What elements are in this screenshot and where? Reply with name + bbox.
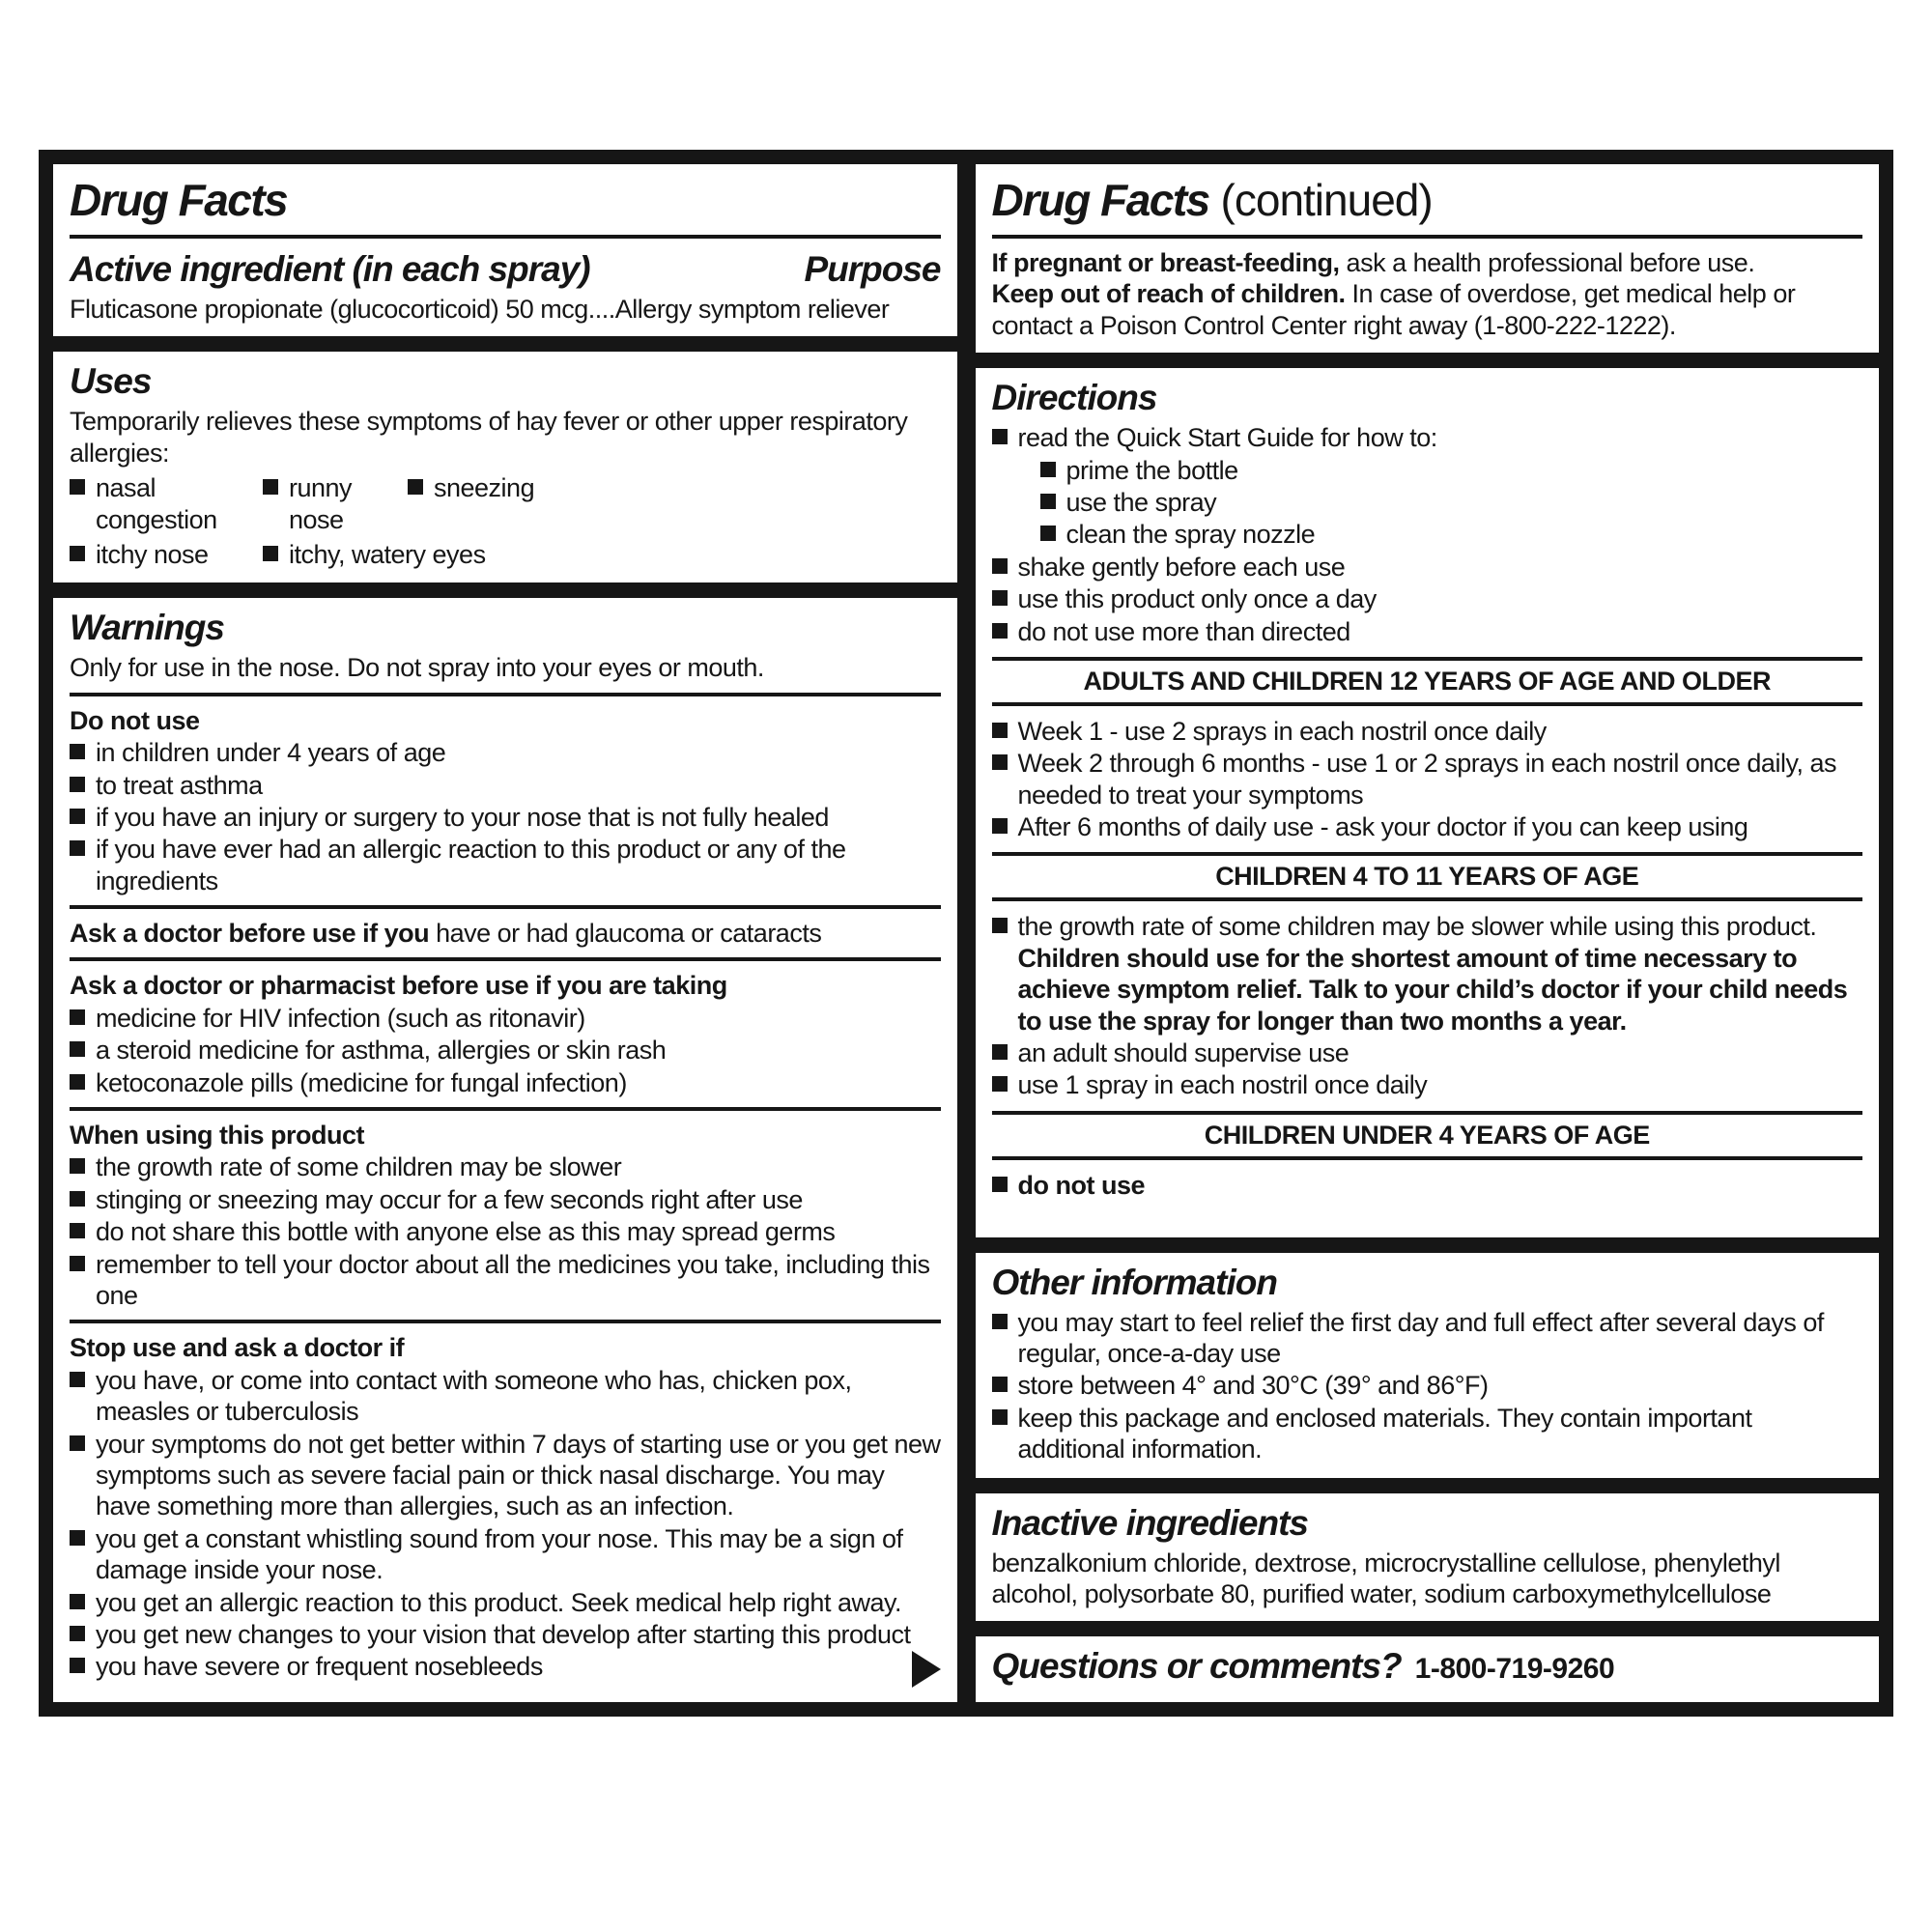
uses-symptom-grid: [70, 471, 941, 571]
uses-heading: Uses: [70, 361, 152, 402]
other-info-text: store between 4° and 30°C (39° and 86°F): [1017, 1371, 1489, 1401]
left-column: [53, 164, 957, 1702]
warning-item: [70, 737, 941, 768]
active-ingredient-line: Fluticasone propionate (glucocorticoid) 50 mcg....Allergy symptom reliever: [70, 295, 890, 324]
warning-text: you have, or come into contact with someone who has, chicken pox, measles or tuberculosis: [96, 1365, 852, 1427]
uses-intro: Temporarily relieves these symptoms of hay fever or other upper respiratory allergies:: [70, 407, 908, 468]
dosage-text-bold: Children should use for the shortest amount of time necessary to achieve symptom relief. Talk to your child’s doctor if your child needs to use the spray for longer than two months a year.: [1017, 943, 1848, 1036]
dosage-text: Week 1 - use 2 sprays in each nostril once daily: [1017, 716, 1547, 746]
keep-out-line: [992, 278, 1863, 341]
ask-doctor-line: [70, 918, 941, 949]
bullet-square-icon: [263, 479, 278, 495]
divider: [70, 957, 941, 961]
keep-out-bold: Keep out of reach of children.: [991, 279, 1346, 309]
warnings-heading: Warnings: [70, 608, 224, 648]
warning-item: [70, 770, 941, 801]
keep-out-rest: In case of overdose, get medical help or contact a Poison Control Center right away (1-800-222-1222).: [991, 279, 1796, 340]
divider: [70, 1107, 941, 1111]
dosage-text: Week 2 through 6 months - use 1 or 2 sprays in each nostril once daily, as needed to treat your symptoms: [1017, 749, 1836, 810]
bullet-square-icon: [1040, 526, 1056, 541]
questions-heading: Questions or comments?: [991, 1646, 1402, 1687]
bullet-square-icon: [992, 590, 1008, 606]
bullet-square-icon: [1040, 494, 1056, 509]
dosage-item: [992, 716, 1863, 747]
continued-title-suffix: (continued): [1208, 175, 1433, 225]
symptom-text: itchy, watery eyes: [289, 539, 486, 569]
symptom-item: [70, 539, 263, 570]
drug-facts-label: [39, 150, 1893, 1717]
other-info-item: [992, 1403, 1863, 1465]
dosage-item: [992, 1037, 1863, 1068]
bullet-square-icon: [70, 744, 85, 759]
warning-text: if you have ever had an allergic reaction to this product or any of the ingredients: [96, 835, 846, 895]
warning-text: you get a constant whistling sound from your nose. This may be a sign of damage inside your nose.: [96, 1523, 903, 1585]
pregnant-line: [992, 247, 1863, 278]
divider: [992, 235, 1863, 239]
direction-text: read the Quick Start Guide for how to:: [1017, 423, 1437, 453]
direction-text: shake gently before each use: [1017, 552, 1346, 582]
section-other-information: [976, 1253, 1880, 1478]
direction-text: use the spray: [1065, 487, 1217, 517]
symptom-item: [70, 472, 263, 535]
dosage-item: [992, 748, 1863, 810]
warning-item: [70, 1249, 941, 1312]
questions-row: [992, 1644, 1863, 1690]
bullet-square-icon: [1040, 462, 1056, 477]
dosage-text: [1018, 911, 1863, 1037]
bullet-square-icon: [70, 1223, 85, 1238]
symptom-text: itchy nose: [96, 539, 209, 569]
continued-title: [992, 174, 1863, 226]
section-continued: [976, 164, 1880, 353]
dosage-text: After 6 months of daily use - ask your doctor if you can keep using: [1017, 812, 1748, 842]
bullet-square-icon: [70, 1372, 85, 1387]
warning-item: [70, 1429, 941, 1522]
dosage-item: [992, 911, 1863, 1037]
direction-item: [992, 616, 1863, 647]
warning-item: [70, 802, 941, 833]
section-directions: [976, 368, 1880, 1236]
warning-item: [70, 1151, 941, 1182]
section-active-ingredient: [53, 164, 957, 336]
directions-heading: Directions: [991, 378, 1157, 418]
bullet-square-icon: [70, 809, 85, 824]
bullet-square-icon: [70, 1191, 85, 1207]
when-using-label: When using this product: [70, 1121, 364, 1151]
direction-text: prime the bottle: [1065, 455, 1238, 485]
direction-subitem: [1040, 455, 1863, 486]
active-ingredient-header-row: [70, 247, 941, 294]
direction-item: [992, 552, 1863, 582]
continued-arrow-icon: [912, 1651, 941, 1688]
bullet-square-icon: [992, 918, 1008, 933]
bullet-square-icon: [992, 558, 1008, 574]
warning-text: the growth rate of some children may be slower: [96, 1152, 622, 1182]
bullet-square-icon: [70, 777, 85, 792]
warning-text: stinging or sneezing may occur for a few seconds right after use: [96, 1184, 803, 1214]
active-ingredient-heading: Active ingredient (in each spray): [70, 249, 590, 289]
warning-text: you get new changes to your vision that develop after starting this product: [96, 1619, 911, 1649]
dosage-text: use 1 spray in each nostril once daily: [1017, 1070, 1428, 1100]
warning-item: [70, 1067, 941, 1098]
bullet-square-icon: [70, 1256, 85, 1271]
bullet-square-icon: [992, 623, 1008, 639]
bullet-square-icon: [992, 818, 1008, 834]
other-info-text: you may start to feel relief the first day and full effect after several days of regular, once-a-day use: [1017, 1307, 1824, 1368]
bullet-square-icon: [70, 1530, 85, 1546]
warning-item-last: [70, 1651, 941, 1690]
dosage-text: an adult should supervise use: [1017, 1038, 1350, 1068]
warning-text: medicine for HIV infection (such as ritonavir): [96, 1003, 585, 1033]
bullet-square-icon: [992, 429, 1008, 444]
warning-item: [70, 1587, 941, 1618]
bullet-square-icon: [70, 1594, 85, 1609]
bullet-square-icon: [70, 1074, 85, 1090]
stop-use-label: Stop use and ask a doctor if: [70, 1333, 405, 1363]
warning-text: you get an allergic reaction to this product. Seek medical help right away.: [96, 1587, 901, 1617]
age-group-header-adults: ADULTS AND CHILDREN 12 YEARS OF AGE AND OLDER: [992, 657, 1863, 706]
ask-pharmacist-label: Ask a doctor or pharmacist before use if you are taking: [70, 971, 727, 1001]
bullet-square-icon: [992, 1409, 1008, 1425]
warning-text: your symptoms do not get better within 7 days of starting use or you get new symptoms such as severe facial pain or thick nasal discharge. You may have something more than allergies, such as an infection.: [96, 1429, 941, 1521]
bullet-square-icon: [70, 479, 85, 495]
direction-text: do not use more than directed: [1017, 616, 1350, 646]
age-group-header-under4: CHILDREN UNDER 4 YEARS OF AGE: [992, 1111, 1863, 1160]
dosage-text: do not use: [1017, 1170, 1145, 1200]
warning-text: you have severe or frequent nosebleeds: [96, 1652, 543, 1682]
section-warnings: [53, 598, 957, 1702]
symptom-item: [263, 472, 408, 535]
other-info-item: [992, 1307, 1863, 1370]
other-info-text: keep this package and enclosed materials. They contain important additional information.: [1017, 1403, 1752, 1464]
divider: [70, 235, 941, 239]
divider: [70, 693, 941, 696]
purpose-heading: Purpose: [804, 249, 941, 289]
bullet-square-icon: [70, 1435, 85, 1451]
warning-text: a steroid medicine for asthma, allergies or skin rash: [96, 1036, 667, 1065]
continued-title-main: Drug Facts: [991, 175, 1209, 225]
section-inactive-ingredients: [976, 1493, 1880, 1622]
direction-item: [992, 583, 1863, 614]
direction-subitem: [1040, 487, 1863, 518]
warning-item: [70, 1216, 941, 1247]
section-questions: [976, 1636, 1880, 1702]
ask-doctor-bold: Ask a doctor before use if you: [70, 919, 430, 949]
dosage-item: [992, 1069, 1863, 1100]
section-uses: [53, 352, 957, 582]
bullet-square-icon: [408, 479, 423, 495]
page-title: Drug Facts: [70, 175, 288, 225]
warning-text: do not share this bottle with anyone else as this may spread germs: [96, 1217, 836, 1247]
ask-doctor-rest: have or had glaucoma or cataracts: [429, 919, 822, 949]
dosage-item: [992, 811, 1863, 842]
bullet-square-icon: [70, 546, 85, 561]
warnings-intro: Only for use in the nose. Do not spray into your eyes or mouth.: [70, 653, 764, 683]
divider: [70, 905, 941, 909]
bullet-square-icon: [992, 1044, 1008, 1060]
warning-item: [70, 1184, 941, 1215]
direction-text: use this product only once a day: [1017, 584, 1377, 614]
warning-item: [70, 1003, 941, 1034]
bullet-square-icon: [992, 1314, 1008, 1329]
bullet-square-icon: [70, 1626, 85, 1641]
divider: [70, 1320, 941, 1323]
other-information-heading: Other information: [991, 1262, 1277, 1302]
other-info-item: [992, 1370, 1863, 1401]
bullet-square-icon: [992, 754, 1008, 770]
warning-text: ketoconazole pills (medicine for fungal infection): [96, 1067, 627, 1097]
symptom-text: sneezing: [434, 473, 535, 503]
bullet-square-icon: [70, 1658, 85, 1673]
right-column: [976, 164, 1880, 1702]
pregnant-rest: ask a health professional before use.: [1339, 248, 1755, 277]
questions-phone-number: 1-800-719-9260: [1414, 1653, 1615, 1686]
warning-text: in children under 4 years of age: [96, 738, 446, 768]
bullet-square-icon: [992, 723, 1008, 738]
bullet-square-icon: [992, 1076, 1008, 1092]
bullet-square-icon: [70, 840, 85, 856]
inactive-ingredients-text: benzalkonium chloride, dextrose, microcrystalline cellulose, phenylethyl alcohol, polysorbate 80, purified water, sodium carboxymethylcellulose: [991, 1548, 1780, 1608]
warning-item: [70, 834, 941, 896]
warning-item: [70, 1035, 941, 1065]
dosage-text-normal: the growth rate of some children may be slower while using this product.: [1017, 912, 1817, 942]
warning-item: [70, 1619, 941, 1650]
age-group-header-children: CHILDREN 4 TO 11 YEARS OF AGE: [992, 852, 1863, 901]
symptom-item: [408, 472, 941, 535]
direction-item: [992, 422, 1863, 453]
do-not-use-label: Do not use: [70, 705, 200, 735]
warning-text: if you have an injury or surgery to your nose that is not fully healed: [96, 802, 829, 832]
bullet-square-icon: [70, 1158, 85, 1174]
bullet-square-icon: [70, 1009, 85, 1025]
direction-text: clean the spray nozzle: [1065, 520, 1316, 550]
bullet-square-icon: [70, 1041, 85, 1057]
warning-text: remember to tell your doctor about all the medicines you take, including this one: [96, 1249, 930, 1310]
symptom-item: [263, 539, 941, 570]
warning-text: to treat asthma: [96, 770, 263, 800]
warning-item: [70, 1365, 941, 1428]
symptom-text: runny nose: [289, 473, 353, 534]
bullet-square-icon: [992, 1377, 1008, 1392]
dosage-item: [992, 1170, 1863, 1201]
direction-subitem: [1040, 519, 1863, 550]
warning-item: [70, 1523, 941, 1586]
symptom-text: nasal congestion: [96, 473, 217, 534]
inactive-ingredients-heading: Inactive ingredients: [991, 1502, 1308, 1543]
bullet-square-icon: [263, 546, 278, 561]
pregnant-bold: If pregnant or breast-feeding,: [991, 248, 1340, 277]
bullet-square-icon: [992, 1177, 1008, 1192]
